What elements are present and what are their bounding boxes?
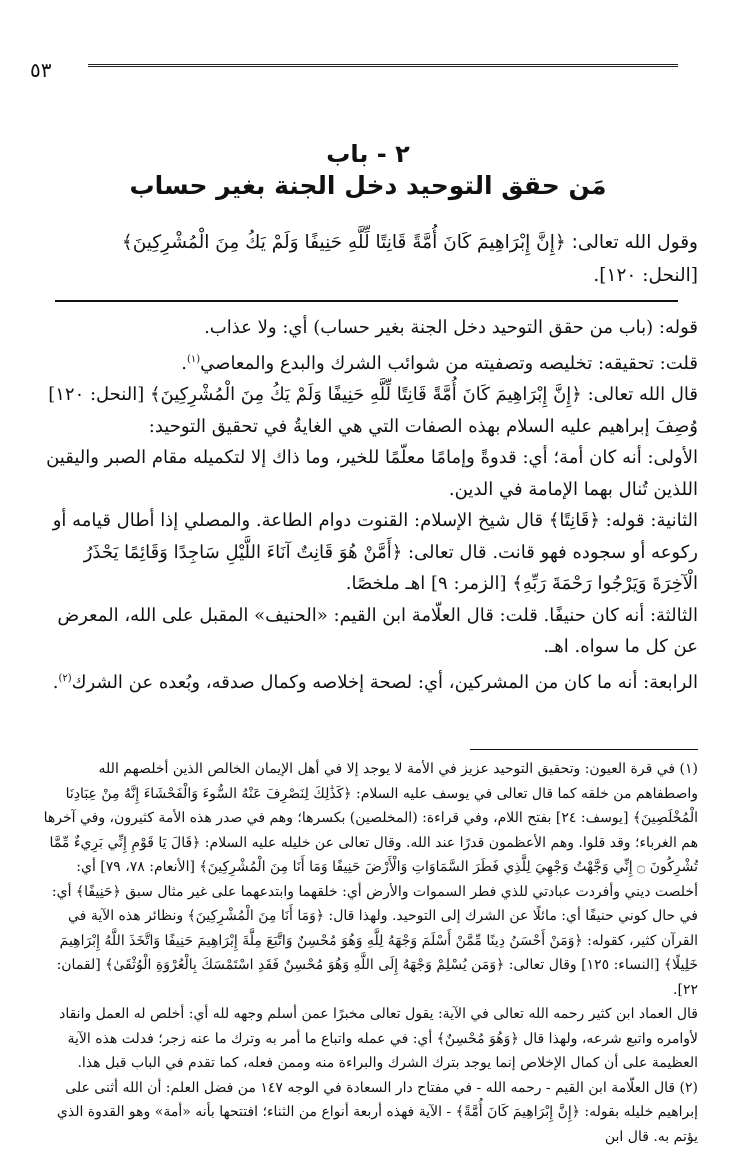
commentary-paragraph: قال الله تعالى: ﴿إِنَّ إِبْرَاهِيمَ كَانَ أُمَّةً قَانِتًا لِّلَّهِ حَنِيفًا وَلَمْ يَكُ مِنَ الْمُشْرِكِينَ﴾ [النحل: ١٢٠] وُصِفَ إبراهيم عليه السلام بهذه الصفات التي هي الغايةُ في تحقيق التوحيد: <box>38 379 698 442</box>
footnote-ref[interactable]: (٢) <box>58 673 71 684</box>
commentary-text: الرابعة: أنه ما كان من المشركين، أي: لصحة إخلاصه وكمال صدقه، وبُعده عن الشرك <box>72 672 698 693</box>
footnote-2: (٢) قال العلّامة ابن القيم - رحمه الله - في مفتاح دار السعادة في الوجه ١٤٧ من فضل العلم: أن الله أثنى على إبراهيم خليله بقوله: ﴿إِنَّ إِبْرَاهِيمَ كَانَ أُمَّةً﴾ - الآية فهذه أربعة أنواع من الثناء؛ افتتحها بأنه «أمة» وهو القدوة الذي يؤتم به. قال ابن <box>38 1076 698 1149</box>
commentary-text: قلت: تحقيقه: تخليصه وتصفيته من شوائب الشرك والبدع والمعاصي <box>200 353 698 374</box>
commentary-paragraph: قوله: (باب من حقق التوحيد دخل الجنة بغير حساب) أي: ولا عذاب. <box>38 312 698 344</box>
chapter-heading <box>0 140 736 200</box>
page-number: ٥٣ <box>30 58 51 82</box>
footnote-ref[interactable]: (١) <box>187 354 200 365</box>
footnotes <box>38 757 698 1149</box>
footnote-1-continued: قال العماد ابن كثير رحمه الله تعالى في الآية: يقول تعالى مخبرًا عمن أسلم وجهه لله أي: أخلص له العمل وانقاد لأوامره واتبع شرعه، ولهذا قال ﴿وَهُوَ مُحْسِنٌ﴾ أي: في عمله واتباع ما أمر به وترك ما عنه زجر؛ فدلت هذه الآية العظيمة على أن كمال الإخلاص إنما يوجد بترك الشرك والبراءة منه وممن فعله، كما تقدم في الباب قبل هذا. <box>38 1002 698 1076</box>
sentence-end: . <box>53 672 59 693</box>
commentary-paragraph <box>38 344 698 380</box>
chapter-title: مَن حقق التوحيد دخل الجنة بغير حساب <box>0 171 736 200</box>
intro-verse-line: وقول الله تعالى: ﴿إِنَّ إِبْرَاهِيمَ كَانَ أُمَّةً قَانِتًا لِّلَّهِ حَنِيفًا وَلَمْ يَكُ مِنَ الْمُشْرِكِينَ﴾ <box>48 226 698 259</box>
sentence-end: . <box>181 353 187 374</box>
intro-verse-citation: [النحل: ١٢٠]. <box>48 259 698 292</box>
commentary-paragraph: الثالثة: أنه كان حنيفًا. قلت: قال العلّامة ابن القيم: «الحنيف» المقبل على الله، المعرض عن كل ما سواه. اهـ. <box>38 600 698 663</box>
footnote-1: (١) في قرة العيون: وتحقيق التوحيد عزيز في الأمة لا يوجد إلا في أهل الإيمان الخالص الذين أخلصهم الله واصطفاهم من خلقه كما قال تعالى في يوسف عليه السلام: ﴿كَذَٰلِكَ لِنَصْرِفَ عَنْهُ السُّوءَ وَالْفَحْشَاءَ إِنَّهُ مِنْ عِبَادِنَا الْمُخْلَصِينَ﴾ [يوسف: ٢٤] بفتح اللام، وفي قراءة: (المخلصين) بكسرها؛ وهم في صدر هذه الأمة كثيرون، وفي آخرها هم الغرباء؛ وقد قلوا. وهم الأعظمون قدرًا عند الله. وقال تعالى عن خليله عليه السلام: ﴿قَالَ يَا قَوْمِ إِنِّي بَرِيءٌ مِّمَّا تُشْرِكُونَ ۝ إِنِّي وَجَّهْتُ وَجْهِيَ لِلَّذِي فَطَرَ السَّمَاوَاتِ وَالْأَرْضَ حَنِيفًا وَمَا أَنَا مِنَ الْمُشْرِكِينَ﴾ [الأنعام: ٧٨، ٧٩] أي: أخلصت ديني وأفردت عبادتي للذي فطر السموات والأرض أي: خلقهما وابتدعهما على غير مثال سبق ﴿حَنِيفًا﴾ أي: في حال كوني حنيفًا أي: مائلًا عن الشرك إلى التوحيد. ولهذا قال: ﴿وَمَا أَنَا مِنَ الْمُشْرِكِينَ﴾ ونظائر هذه الآية في القرآن كثير، كقوله: ﴿وَمَنْ أَحْسَنُ دِينًا مِّمَّنْ أَسْلَمَ وَجْهَهُ لِلَّهِ وَهُوَ مُحْسِنٌ وَاتَّبَعَ مِلَّةَ إِبْرَاهِيمَ حَنِيفًا وَاتَّخَذَ اللَّهُ إِبْرَاهِيمَ خَلِيلًا﴾ [النساء: ١٢٥] وقال تعالى: ﴿وَمَن يُسْلِمْ وَجْهَهُ إِلَى اللَّهِ وَهُوَ مُحْسِنٌ فَقَدِ اسْتَمْسَكَ بِالْعُرْوَةِ الْوُثْقَىٰ﴾ [لقمان: ٢٢]. <box>38 757 698 1002</box>
intro-verse <box>48 226 698 292</box>
commentary-paragraph: الأولى: أنه كان أمة؛ أي: قدوةً وإمامًا معلّمًا للخير، وما ذاك إلا لتكميله مقام الصبر واليقين اللذين تُنال بهما الإمامة في الدين. <box>38 442 698 505</box>
commentary-paragraph: الثانية: قوله: ﴿قَانِتًا﴾ قال شيخ الإسلام: القنوت دوام الطاعة. والمصلي إذا أطال قيامه أو ركوعه أو سجوده فهو قانت. قال تعالى: ﴿أَمَّنْ هُوَ قَانِتٌ آنَاءَ اللَّيْلِ سَاجِدًا وَقَائِمًا يَحْذَرُ الْآخِرَةَ وَيَرْجُوا رَحْمَةَ رَبِّهِ﴾ [الزمر: ٩] اهـ ملخصًا. <box>38 505 698 600</box>
section-divider <box>55 300 678 302</box>
commentary-paragraph <box>38 663 698 699</box>
chapter-number: ٢ - باب <box>0 140 736 168</box>
commentary-body <box>38 312 698 698</box>
header-rule <box>88 64 678 70</box>
footnote-divider <box>470 749 698 750</box>
